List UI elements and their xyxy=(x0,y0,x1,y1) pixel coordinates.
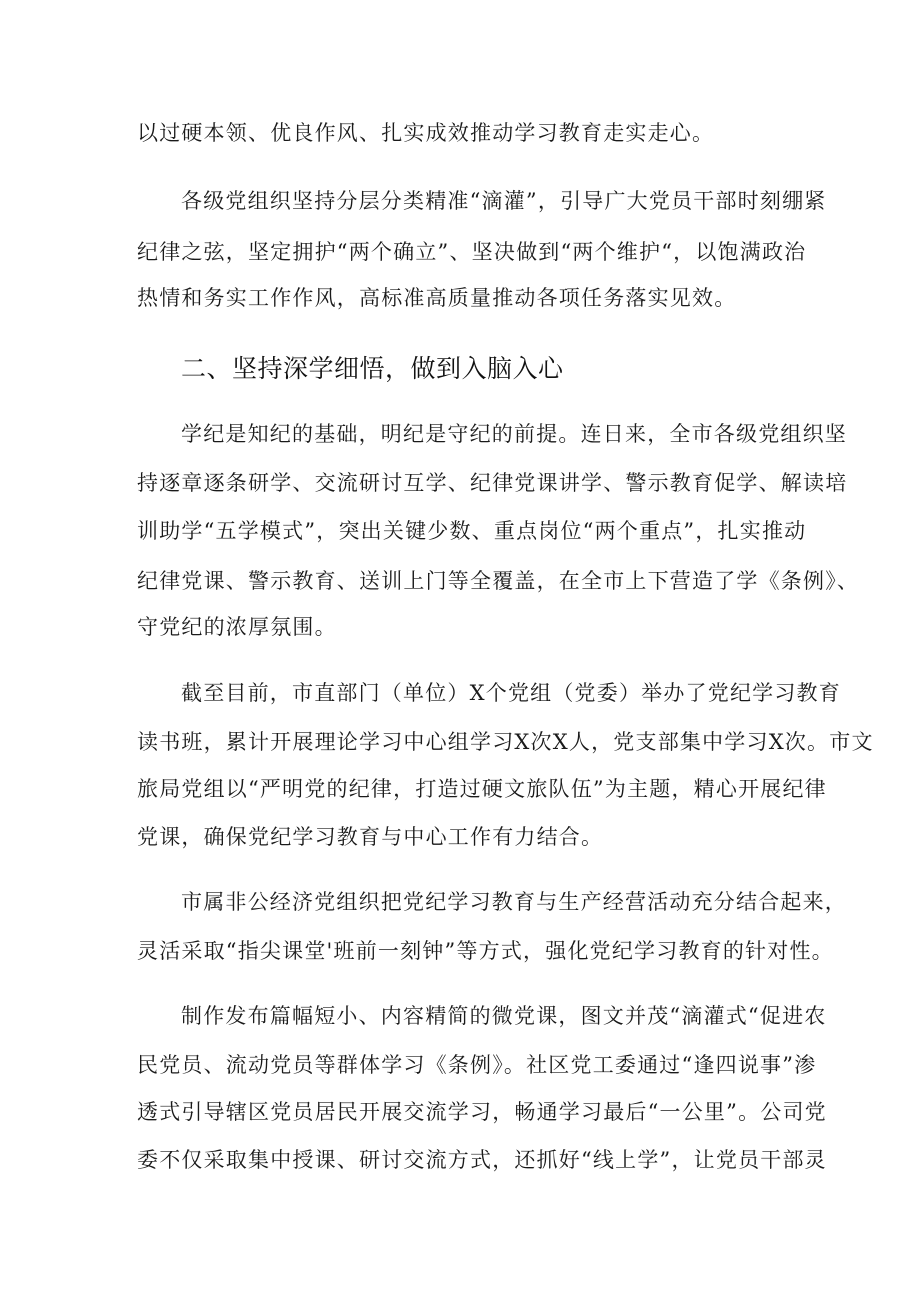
paragraph-6-line-4: 委不仅采取集中授课、研讨交流方式，还抓好“线上学”，让党员干部灵 xyxy=(137,1148,827,1172)
paragraph-1-line-1: 以过硬本领、优良作风、扎实成效推动学习教育走实走心。 xyxy=(137,121,715,145)
paragraph-2-line-1: 各级党组织坚持分层分类精准“滴灌”，引导广大党员干部时刻绷紧 xyxy=(181,189,827,213)
paragraph-6-line-1: 制作发布篇幅短小、内容精简的微党课，图文并茂“滴灌式“促进农 xyxy=(181,1004,827,1028)
paragraph-4-line-2: 读书班，累计开展理论学习中心组学习X次X人，党支部集中学习X次。市文 xyxy=(137,730,874,754)
paragraph-5-line-1: 市属非公经济党组织把党纪学习教育与生产经营活动充分结合起来， xyxy=(181,890,847,914)
section-heading: 二、坚持深学细悟，做到入脑入心 xyxy=(181,354,564,383)
paragraph-6-line-3: 透式引导辖区党员居民开展交流学习，畅通学习最后“一公里”。公司党 xyxy=(137,1100,827,1124)
paragraph-4-line-1: 截至目前，市直部门（单位）X个党组（党委）举办了党纪学习教育 xyxy=(181,681,841,705)
paragraph-4-line-4: 党课，确保党纪学习教育与中心工作有力结合。 xyxy=(137,825,604,849)
paragraph-2-line-3: 热情和务实工作作风，高标准高质量推动各项任务落实见效。 xyxy=(137,286,737,310)
paragraph-3-line-2: 持逐章逐条研学、交流研讨互学、纪律党课讲学、警示教育促学、解读培 xyxy=(137,471,848,495)
paragraph-4-line-3: 旅局党组以“严明党的纪律，打造过硬文旅队伍”为主题，精心开展纪律 xyxy=(137,777,827,801)
paragraph-3-line-1: 学纪是知纪的基础，明纪是守纪的前提。连日来，全市各级党组织坚 xyxy=(181,422,847,446)
paragraph-5-line-2: 灵活采取“指尖课堂'班前一刻钟”等方式，强化党纪学习教育的针对性。 xyxy=(137,939,834,963)
paragraph-3-line-5: 守党纪的浓厚氛围。 xyxy=(137,615,337,639)
paragraph-3-line-4: 纪律党课、警示教育、送训上门等全覆盖，在全市上下营造了学《条例》、 xyxy=(137,569,860,593)
paragraph-2-line-2: 纪律之弦，坚定拥护“两个确立”、坚决做到“两个维护“，以饱满政治 xyxy=(137,240,807,264)
paragraph-6-line-2: 民党员、流动党员等群体学习《条例》。社区党工委通过“逢四说事”渗 xyxy=(137,1053,817,1077)
paragraph-3-line-3: 训助学“五学模式”，突出关键少数、重点岗位“两个重点”，扎实推动 xyxy=(137,519,807,543)
